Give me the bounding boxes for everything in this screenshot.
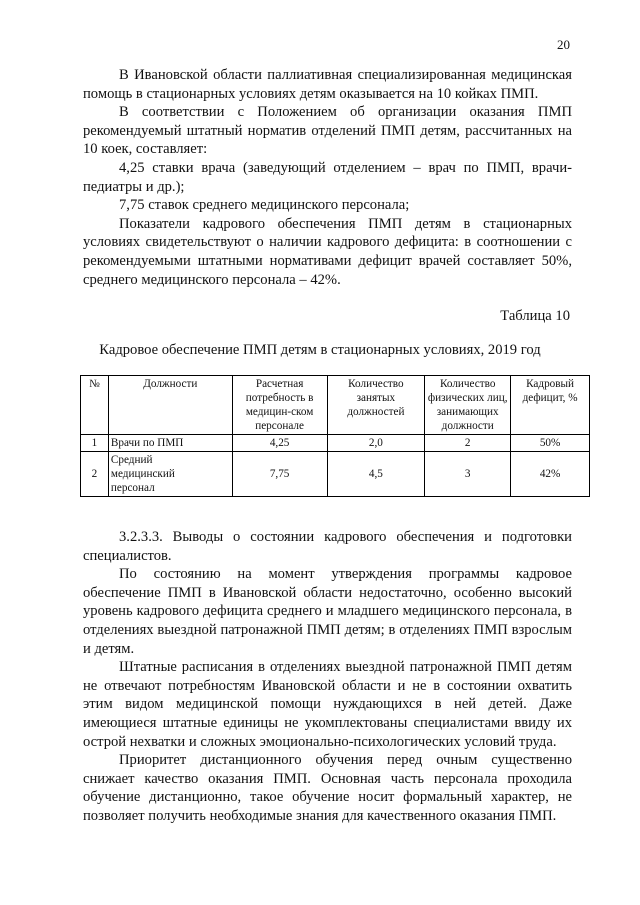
body-text-bottom (83, 528, 572, 826)
cell-physical-persons: 2 (425, 435, 511, 452)
paragraph: В Ивановской области паллиативная специализированная медицинская помощь в стационарных условиях детям оказывается на 10 койках ПМП. (83, 67, 572, 102)
cell-occupied-positions: 4,5 (327, 452, 425, 497)
section-heading: 3.2.3.3. Выводы о состоянии кадрового обеспечения и подготовки специалистов. (83, 529, 572, 564)
header-number: № (81, 376, 109, 435)
header-occupied-positions: Количество занятых должностей (327, 376, 425, 435)
header-physical-persons: Количество физических лиц, занимающих должности (425, 376, 511, 435)
body-text-top (83, 66, 572, 289)
cell-physical-persons: 3 (425, 452, 511, 497)
paragraph: Показатели кадрового обеспечения ПМП детям в стационарных условиях свидетельствуют о наличии кадрового дефицита: в соотношении с рекомендуемыми штатными нормативами дефицит врачей составляет 50%, среднего медицинского персонала – 42%. (83, 215, 572, 288)
cell-staff-deficit: 42% (511, 452, 590, 497)
cell-occupied-positions: 2,0 (327, 435, 425, 452)
table-caption: Кадровое обеспечение ПМП детям в стационарных условиях, 2019 год (99, 342, 541, 358)
cell-number: 1 (81, 435, 109, 452)
cell-position-text: Средний медицинский персонал (110, 454, 175, 494)
cell-staff-deficit: 50% (511, 435, 590, 452)
cell-number: 2 (81, 452, 109, 497)
page-number: 20 (557, 37, 570, 52)
paragraph: 7,75 ставок среднего медицинского персонала; (119, 197, 410, 214)
header-estimated-need: Расчетная потребность в медицин-ском персонале (232, 376, 327, 435)
table-row (81, 435, 590, 452)
paragraph: В соответствии с Положением об организации оказания ПМП рекомендуемый штатный норматив отделений ПМП детям, рассчитанных на 10 коек, составляет: (83, 104, 572, 158)
staffing-table (80, 375, 590, 497)
cell-estimated-need: 7,75 (232, 452, 327, 497)
cell-position: Врачи по ПМП (108, 435, 232, 452)
paragraph: По состоянию на момент утверждения программы кадровое обеспечение ПМП в Ивановской области недостаточно, особенно высокий уровень кадрового дефицита среднего и младшего медицинского персонала, в отделениях выездной патронажной ПМП детям; в отделениях ПМП взрослым и детям. (83, 566, 572, 657)
paragraph: 4,25 ставки врача (заведующий отделением – врач по ПМП, врачи-педиатры и др.); (83, 159, 572, 195)
header-staff-deficit: Кадровый дефицит, % (511, 376, 590, 435)
table-row (81, 452, 590, 497)
table-label: Таблица 10 (500, 308, 570, 324)
paragraph: Приоритет дистанционного обучения перед очным существенно снижает качество оказания ПМП. Основная часть персонала проходила обучение дистанционно, такое обучение носит формальный характер, не позволяет получить необходимые знания для качественного оказания ПМП. (83, 752, 572, 824)
table-header-row (81, 376, 590, 435)
cell-position (108, 452, 232, 497)
cell-estimated-need: 4,25 (232, 435, 327, 452)
paragraph: Штатные расписания в отделениях выездной патронажной ПМП детям не отвечают потребностям Ивановской области и не в состоянии охватить этим видом медицинской помощи нуждающихся в ней детей. Даже имеющиеся штатные единицы не укомплектованы специалистами ввиду их острой нехватки и сложных эмоционально-психологических условий труда. (83, 659, 572, 750)
header-position: Должности (108, 376, 232, 435)
